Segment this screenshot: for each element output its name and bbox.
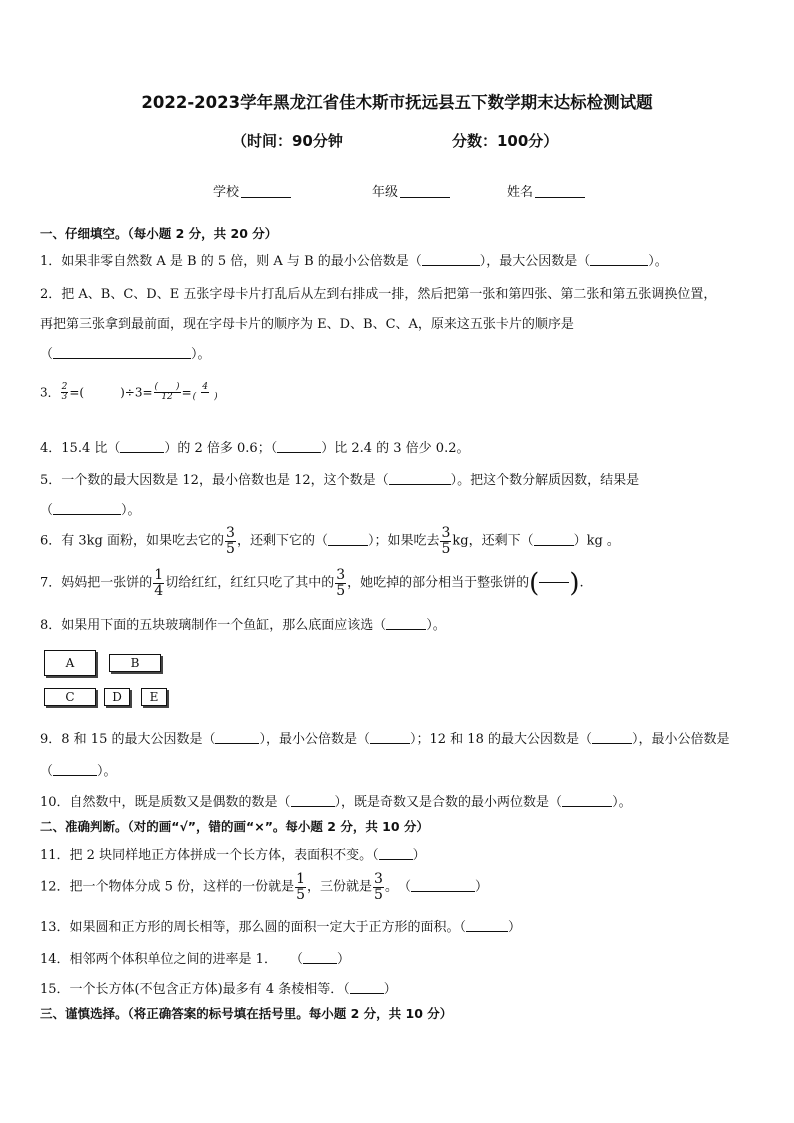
- answer-blank[interactable]: [466, 919, 508, 932]
- question-12: 12．把一个物体分成 5 份，这样的一份就是 $\frac{1}{5}$ ，三份就是 $\frac{3}{5}$ 。 （ ）: [40, 871, 488, 903]
- name-field[interactable]: [507, 181, 585, 200]
- question-10: 10．自然数中，既是质数又是偶数的数是（ ），既是奇数又是合数的最小两位数是（ ）。: [40, 795, 632, 810]
- section-3-title: 三、谨慎选择。（将正确答案的标号填在括号里。每小题 2 分，共 10 分）: [40, 1006, 453, 1021]
- answer-blank[interactable]: [303, 951, 337, 964]
- answer-blank[interactable]: [534, 533, 574, 546]
- question-2-line-1: 2．把 A、B、C、D、E 五张字母卡片打乱后从左到右排成一排，然后把第一张和第四张、第二张和第五张调换位置，: [40, 287, 717, 302]
- glass-panel-b: B: [109, 654, 161, 672]
- fraction: $\frac{1}{5}$: [296, 871, 305, 903]
- answer-blank[interactable]: [120, 440, 164, 453]
- question-1: 1．如果非零自然数 A 是 B 的 5 倍，则 A 与 B 的最小公倍数是（ ），最大公因数是（ ）。: [40, 254, 668, 269]
- question-6: 6．有 3kg 面粉，如果吃去它的 $\frac{3}{5}$ ，还剩下它的（ ）；如果吃去 $\frac{3}{5}$ kg，还剩下（ ）kg 。: [40, 525, 620, 557]
- answer-blank[interactable]: [422, 253, 480, 266]
- question-15: 15．一个长方体(不包含正方体)最多有 4 条棱相等．（ ）: [40, 982, 397, 997]
- question-5-line-1: 5．一个数的最大因数是 12，最小倍数也是 12，这个数是（ ）。把这个数分解质因数，结果是: [40, 473, 640, 488]
- glass-panel-c: C: [44, 688, 96, 706]
- glass-panel-a: A: [44, 650, 96, 676]
- name-blank[interactable]: [535, 184, 585, 198]
- school-label: 学校: [213, 185, 240, 200]
- answer-blank[interactable]: [350, 981, 384, 994]
- name-label: 姓名: [507, 185, 534, 200]
- fraction: $\frac{3}{5}$: [336, 567, 346, 599]
- answer-blank[interactable]: [291, 794, 335, 807]
- answer-blank[interactable]: [590, 253, 648, 266]
- section-2-title: 二、准确判断。（对的画“√”，错的画“×”。每小题 2 分，共 10 分）: [40, 819, 429, 834]
- school-field[interactable]: [213, 181, 291, 200]
- answer-blank[interactable]: [328, 533, 368, 546]
- answer-blank[interactable]: [370, 731, 410, 744]
- grade-label: 年级: [372, 185, 399, 200]
- fraction[interactable]: $\frac{4}{( )}$: [192, 382, 218, 403]
- exam-score: 分数：100分）: [452, 132, 559, 150]
- answer-blank[interactable]: [53, 346, 191, 359]
- question-3: 3． $\frac{2}{3}$ =( )÷3= $\frac{( )}{12}$ = $\frac{4}{( )}$: [40, 382, 218, 403]
- fraction: $\frac{3}{5}$: [226, 525, 235, 557]
- answer-blank[interactable]: [562, 794, 612, 807]
- question-14: 14．相邻两个体积单位之间的进率是 1． （ ）: [40, 952, 350, 967]
- question-4: 4．15.4 比（ ）的 2 倍多 0.6；（ ）比 2.4 的 3 倍少 0.2。: [40, 441, 470, 456]
- answer-blank[interactable]: [592, 731, 632, 744]
- answer-blank[interactable]: [277, 440, 321, 453]
- grade-field[interactable]: [372, 181, 450, 200]
- answer-blank[interactable]: [379, 847, 413, 860]
- fraction[interactable]: $\frac{( )}{12}$: [154, 382, 180, 403]
- answer-blank[interactable]: [53, 502, 121, 515]
- question-11: 11．把 2 块同样地正方体拼成一个长方体，表面积不变。（ ）: [40, 848, 426, 863]
- question-13: 13．如果圆和正方形的周长相等，那么圆的面积一定大于正方形的面积。（ ）: [40, 920, 522, 935]
- question-9-line-2: （ ）。: [40, 764, 117, 779]
- question-9-line-1: 9．8 和 15 的最大公因数是（ ），最小公倍数是（ ）；12 和 18 的最大公因数是（ ），最小公倍数是: [40, 732, 730, 747]
- question-5-line-2: （ ）。: [40, 503, 141, 518]
- grade-blank[interactable]: [400, 184, 450, 198]
- section-1-title: 一、仔细填空。（每小题 2 分，共 20 分）: [40, 226, 278, 241]
- exam-time: （时间：90分钟: [232, 132, 343, 150]
- glass-panel-d: D: [104, 688, 130, 706]
- answer-blank[interactable]: [53, 763, 97, 776]
- fraction: $\frac{3}{5}$: [374, 871, 383, 903]
- fraction: $\frac{2}{3}$: [61, 382, 68, 403]
- answer-blank[interactable]: [389, 472, 451, 485]
- question-2-line-2: 再把第三张拿到最前面，现在字母卡片的顺序为 E、D、B、C、A，原来这五张卡片的顺序是: [40, 317, 574, 332]
- answer-blank[interactable]: [411, 879, 475, 892]
- school-blank[interactable]: [241, 184, 291, 198]
- answer-fraction-blank[interactable]: [539, 572, 569, 583]
- answer-blank[interactable]: [215, 731, 259, 744]
- question-8: 8．如果用下面的五块玻璃制作一个鱼缸，那么底面应该选（ ）。: [40, 618, 446, 633]
- question-7: 7．妈妈把一张饼的 $\frac{1}{4}$ 切给红红，红红只吃了其中的 $\frac{3}{5}$ ，她吃掉的部分相当于整张饼的( ).: [40, 567, 584, 599]
- page-title: 2022-2023学年黑龙江省佳木斯市抚远县五下数学期末达标检测试题: [141, 93, 653, 112]
- glass-panel-e: E: [141, 688, 167, 706]
- question-2-answer: （ ）。: [40, 347, 211, 362]
- answer-blank[interactable]: [386, 617, 426, 630]
- fraction: $\frac{1}{4}$: [154, 567, 164, 599]
- fraction: $\frac{3}{5}$: [441, 525, 451, 557]
